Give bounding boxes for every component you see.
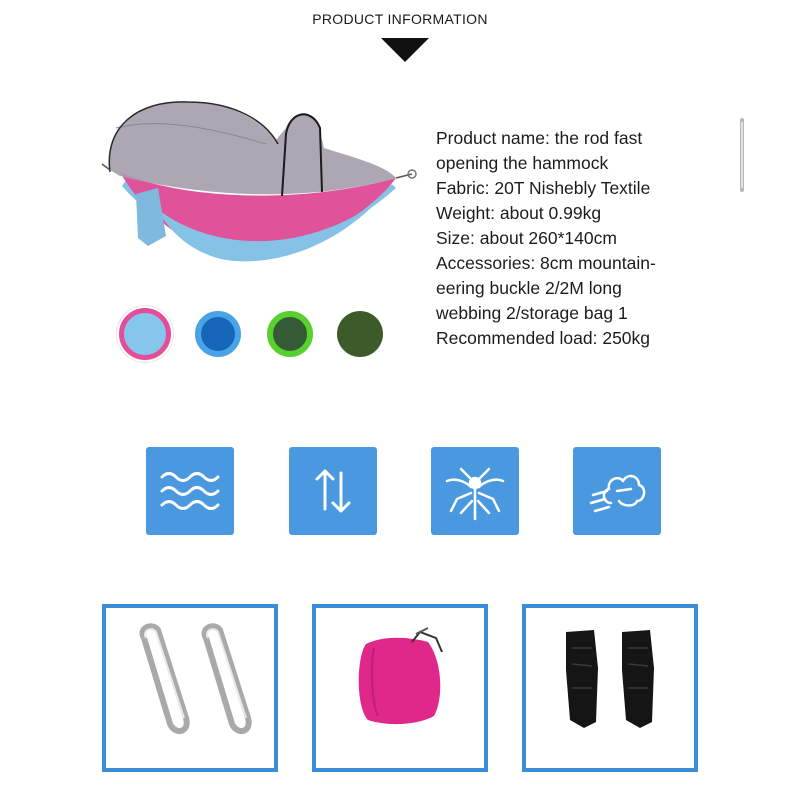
info-line: webbing 2/storage bag 1 xyxy=(436,303,628,323)
color-swatch-pink-sky-blue[interactable] xyxy=(119,308,171,360)
page-title: PRODUCT INFORMATION xyxy=(312,11,488,27)
feature-breathable xyxy=(573,447,661,535)
clip-fragment-icon xyxy=(738,118,746,192)
info-line: Fabric: 20T Nishebly Textile xyxy=(436,178,651,198)
feature-soft-fabric xyxy=(146,447,234,535)
breathable-wind-icon xyxy=(573,447,661,535)
triangle-down-icon xyxy=(381,38,429,62)
color-swatch-green[interactable] xyxy=(267,311,313,357)
color-swatches xyxy=(115,306,395,362)
accessory-storage-bag xyxy=(312,604,488,772)
color-swatch-blue[interactable] xyxy=(195,311,241,357)
mosquito-icon xyxy=(431,447,519,535)
feature-anti-mosquito xyxy=(431,447,519,535)
info-line: Accessories: 8cm mountain- xyxy=(436,253,656,273)
hammock-image xyxy=(96,88,420,268)
accessory-carabiners xyxy=(102,604,278,772)
info-line: Size: about 260*140cm xyxy=(436,228,617,248)
waves-icon xyxy=(146,447,234,535)
up-down-arrows-icon xyxy=(289,447,377,535)
info-line: Weight: about 0.99kg xyxy=(436,203,602,223)
accessory-webbing-straps xyxy=(522,604,698,772)
info-line: Recommended load: 250kg xyxy=(436,328,651,348)
carabiner-icon xyxy=(106,608,274,768)
product-info xyxy=(436,126,766,351)
webbing-strap-icon xyxy=(526,608,694,768)
storage-bag-icon xyxy=(316,608,484,768)
color-swatch-army-green[interactable] xyxy=(337,311,383,357)
feature-stretch xyxy=(289,447,377,535)
info-line: Product name: the rod fast xyxy=(436,128,643,148)
info-line: opening the hammock xyxy=(436,153,609,173)
info-line: eering buckle 2/2M long xyxy=(436,278,622,298)
